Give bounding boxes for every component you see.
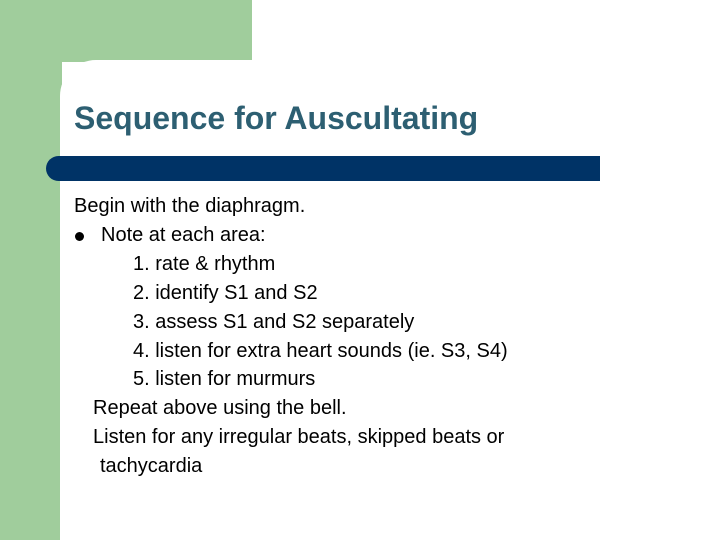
slide-body	[74, 192, 674, 481]
step-item: 3. assess S1 and S2 separately	[133, 310, 415, 333]
repeat-line: Repeat above using the bell.	[93, 397, 347, 420]
bullet-item	[74, 221, 674, 250]
bullet-text: Note at each area:	[101, 223, 266, 246]
bullet-dot-icon	[75, 232, 84, 241]
intro-line: Begin with the diaphragm.	[74, 195, 306, 217]
step-item: 4. listen for extra heart sounds (ie. S3, S4)	[133, 339, 508, 362]
listen-line: Listen for any irregular beats, skipped beats or	[93, 426, 505, 449]
corner-accent-left	[0, 0, 62, 540]
step-item: 1. rate & rhythm	[133, 252, 276, 275]
step-item: 5. listen for murmurs	[133, 368, 316, 391]
title-divider-bar	[60, 156, 600, 181]
step-item: 2. identify S1 and S2	[133, 281, 318, 304]
slide-title: Sequence for Auscultating	[74, 100, 479, 136]
listen-line-continued: tachycardia	[100, 455, 203, 478]
